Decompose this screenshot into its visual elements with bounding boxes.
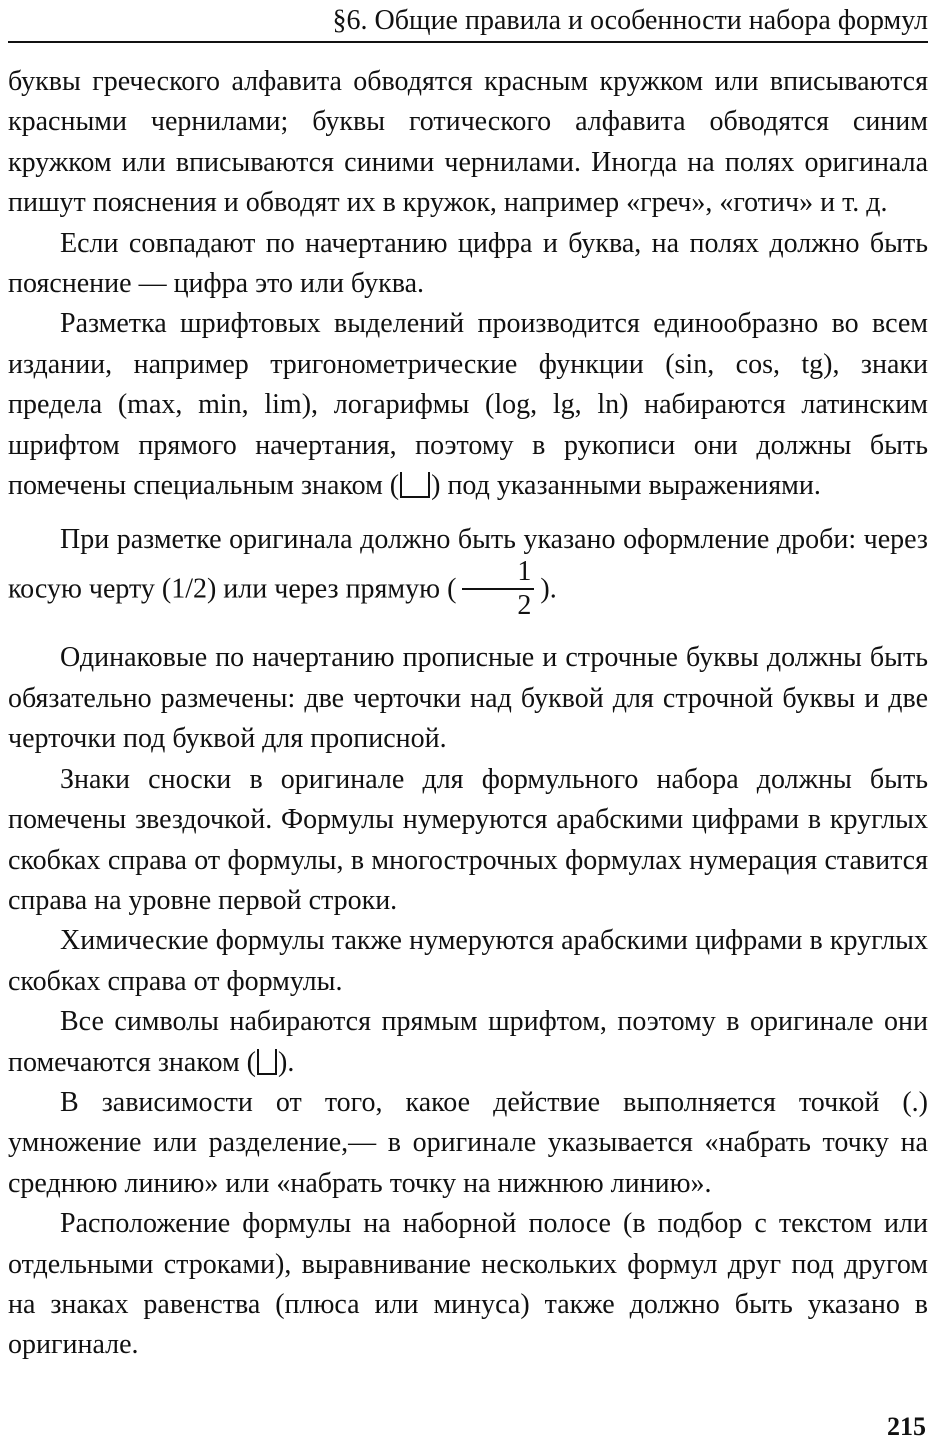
paragraph-case-letters: Одинаковые по начертанию прописные и строчные буквы должны быть обязательно размечены: две черточки над буквой для строчной буквы и две черточки под буквой для прописной. [8,642,928,755]
paragraph-layout: Расположение формулы на наборной полосе (в подбор с текстом или отдельными строками), выравнивание нескольких формул друг под другом на знаках равенства (плюса или минуса) также должно быть указано в оригинале. [8,1208,928,1361]
paragraph-dot-operation: В зависимости от того, какое действие выполняется точкой (.) умножение или разделение,— в оригинале указывается «набрать точку на среднюю линию» или «набрать точку на нижнюю линию». [8,1086,928,1199]
fraction-denominator: 2 [517,590,532,622]
bracket-mark-icon [257,1049,277,1075]
markup-text-before: Разметка шрифтовых выделений производится единообразно во всем издании, например тригонометрические функции (sin, cos, tg), знаки предела (max, min, lim), логарифмы (log, lg, ln) набираются латинским шрифтом прямого начертания, поэтому в рукописи они должны быть помечены специальным знаком ( [8,308,928,502]
page-body [8,62,928,1366]
symbols-text-after: ). [278,1046,295,1078]
markup-text-after: ) под указанными выражениями. [431,470,821,502]
fraction-text-after: ). [540,573,557,605]
running-head: §6. Общие правила и особенности набора формул [8,4,928,43]
paragraph-fraction [8,506,928,638]
paragraph-footnotes: Знаки сноски в оригинале для формульного набора должны быть помечены звездочкой. Формулы нумеруются арабскими цифрами в круглых скобках справа от формулы, в многострочных формулах нумерация ставится справа на уровне первой строки. [8,763,928,916]
bracket-mark-icon [400,472,430,498]
paragraph-font-markup [8,304,928,506]
fraction [462,558,534,620]
page-number: 215 [887,1412,926,1441]
fraction-numerator: 1 [462,558,534,590]
paragraph-symbols [8,1002,928,1083]
symbols-text-before: Все символы набираются прямым шрифтом, поэтому в оригинале они помечаются знаком ( [8,1006,928,1078]
paragraph-chemical: Химические формулы также нумеруются арабскими цифрами в круглых скобках справа от формулы. [8,925,928,997]
fraction-text-before: При разметке оригинала должно быть указано оформление дроби: через косую черту (1/2) или через прямую ( [8,524,928,605]
paragraph-digit-letter: Если совпадают по начертанию цифра и буква, на полях должно быть пояснение — цифра это или буква. [8,227,928,300]
paragraph-greek-letters: буквы греческого алфавита обводятся красным кружком или вписываются красными чернилами; буквы готического алфавита обводятся синим кружком или вписываются синими чернилами. Иногда на полях оригинала пишут пояснения и обводят их в кружок, например «греч», «готич» и т. д. [8,66,928,219]
